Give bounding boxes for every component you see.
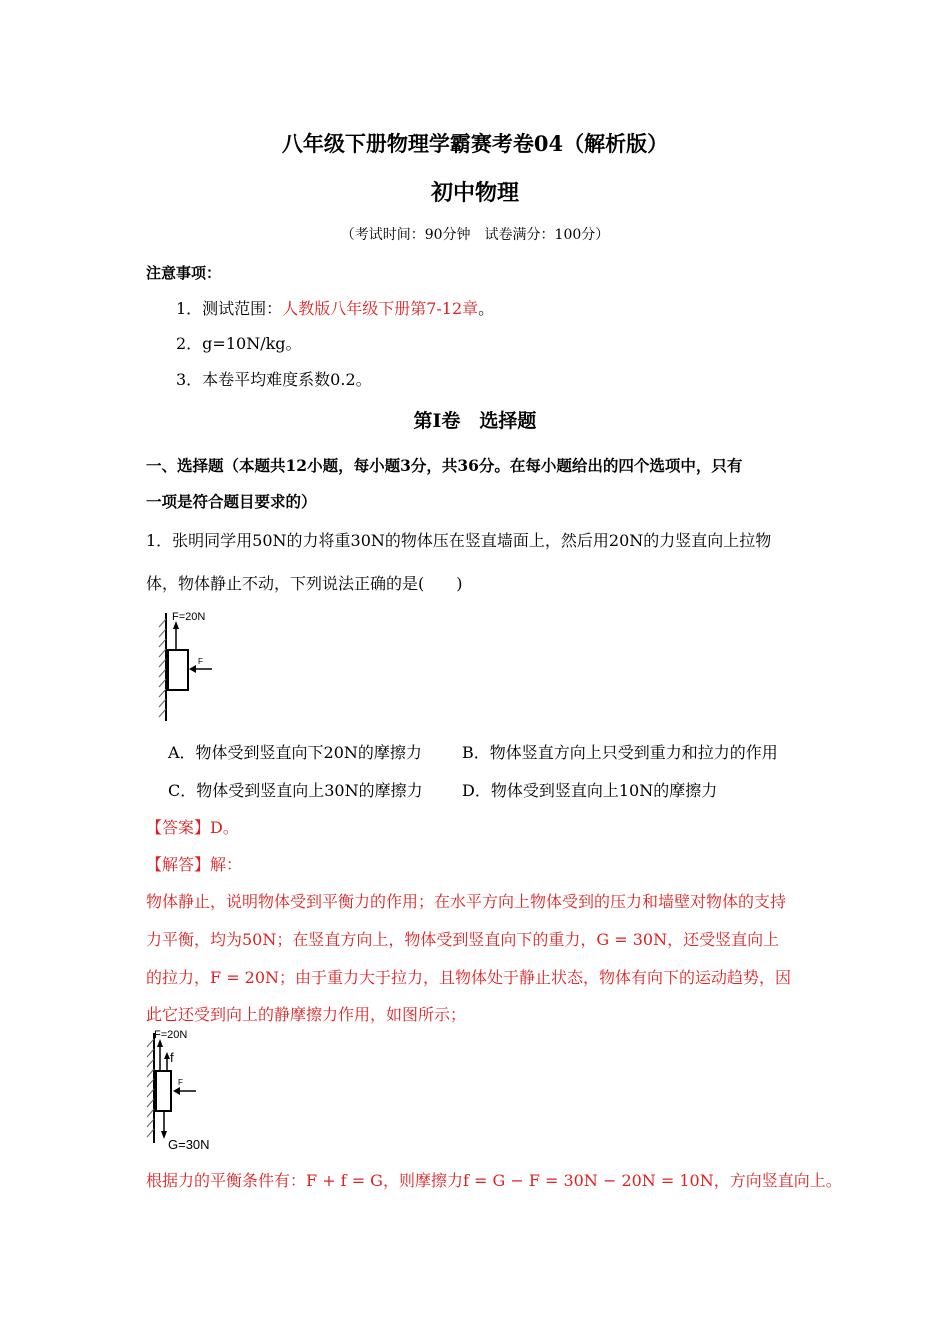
question-1-stem-line-2: 体，物体静止不动，下列说法正确的是( ) <box>146 574 463 593</box>
notes-heading: 注意事项： <box>146 264 222 282</box>
figure-2-label-friction: f <box>170 1050 174 1065</box>
analysis-label: 【解答】 <box>146 855 211 874</box>
section-instruction-line-1: 一、选择题（本题共12小题，每小题3分，共36分。在每小题给出的四个选项中，只有 <box>146 456 743 475</box>
notes-item-1 <box>176 296 494 319</box>
notes-item-2: 2．g=10N/kg。 <box>176 334 302 353</box>
answer-line <box>146 815 239 838</box>
analysis-line-4: 此它还受到向上的静摩擦力作用，如图所示； <box>146 1005 467 1024</box>
figure-2-label-top: F=20N <box>154 1029 188 1041</box>
document-title: 八年级下册物理学霸赛考卷04（解析版） <box>281 131 669 156</box>
wall-hatching <box>147 1039 154 1137</box>
option-c: C．物体受到竖直向上30N的摩擦力 <box>168 781 423 800</box>
analysis-figure <box>140 1027 240 1155</box>
block <box>156 1071 171 1111</box>
figure-1-label-side: F <box>198 657 203 666</box>
option-d: D．物体受到竖直向上10N的摩擦力 <box>462 781 718 800</box>
press-force-arrowhead <box>173 1087 180 1095</box>
figure-2-label-bottom: G=30N <box>168 1137 210 1152</box>
option-a: A．物体受到竖直向下20N的摩擦力 <box>168 743 422 762</box>
press-force-arrowhead <box>189 665 196 673</box>
analysis-conclusion: 根据力的平衡条件有：F + f = G，则摩擦力f = G − F = 30N − 20N = 10N，方向竖直向上。 <box>146 1171 842 1190</box>
analysis-prefix: 解： <box>210 855 243 874</box>
option-b: B．物体竖直方向上只受到重力和拉力的作用 <box>462 743 778 762</box>
exam-info: （考试时间：90分钟 试卷满分：100分） <box>340 227 610 243</box>
section-title: 第Ⅰ卷 选择题 <box>413 410 537 432</box>
answer-label: 【答案】 <box>146 818 211 837</box>
analysis-heading <box>146 852 242 875</box>
question-1-stem-line-1: 1．张明同学用50N的力将重30N的物体压在竖直墙面上，然后用20N的力竖直向上拉物 <box>146 531 772 550</box>
block <box>168 650 188 690</box>
notes-item-1-highlight: 人教版八年级下册第7-12章 <box>282 299 479 318</box>
document-subtitle: 初中物理 <box>430 180 519 206</box>
section-instruction-line-2: 一项是符合题目要求的） <box>146 492 317 511</box>
analysis-line-3: 的拉力，F = 20N；由于重力大于拉力，且物体处于静止状态，物体有向下的运动趋势，因 <box>146 968 792 987</box>
notes-item-1-prefix: 1．测试范围： <box>176 299 283 318</box>
wall-hatching <box>159 619 166 717</box>
gravity-force-arrowhead <box>161 1131 167 1139</box>
answer-value: D。 <box>210 818 239 837</box>
question-1-figure <box>150 605 230 725</box>
analysis-line-1: 物体静止，说明物体受到平衡力的作用；在水平方向上物体受到的压力和墙壁对物体的支持 <box>146 892 787 911</box>
analysis-line-2: 力平衡，均为50N；在竖直方向上，物体受到竖直向下的重力，G = 30N，还受竖直向上 <box>146 930 780 949</box>
notes-item-1-suffix: 。 <box>478 299 495 318</box>
notes-item-3: 3．本卷平均难度系数0.2。 <box>176 370 372 389</box>
figure-2-label-side: F <box>178 1078 183 1087</box>
figure-1-label-top: F=20N <box>172 611 206 623</box>
